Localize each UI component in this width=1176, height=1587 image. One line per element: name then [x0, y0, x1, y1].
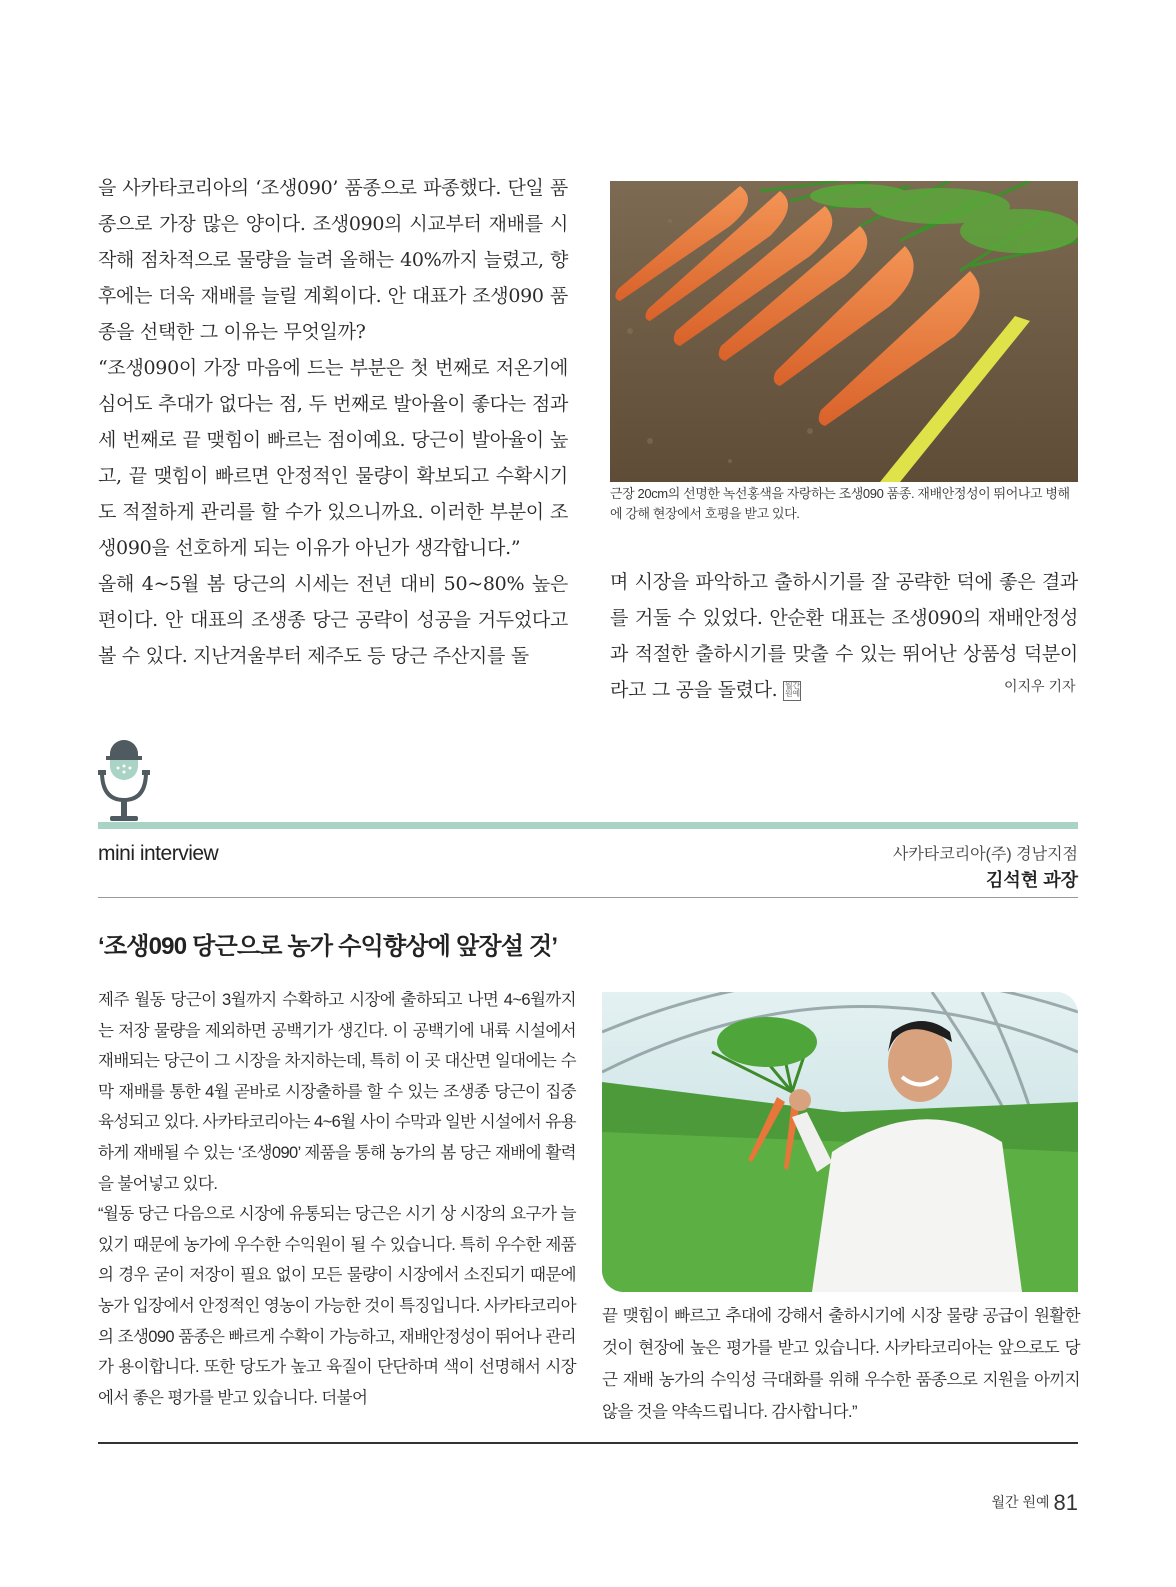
interview-paragraph: 끝 맺힘이 빠르고 추대에 강해서 출하시기에 시장 물량 공급이 원활한 것이 현장에 높은 평가를 받고 있습니다. 사카타코리아는 앞으로도 당근 재배 농가의 수익성 극대화를 위해 우수한 품종으로 지원을 아끼지 않을 것을 약속드립니다. 감사합니다.”	[602, 1307, 1080, 1421]
article-paragraph: 올해 4~5월 봄 당근의 시세는 전년 대비 50~80% 높은 편이다. 안 대표의 조생종 당근 공략이 성공을 거두었다고 볼 수 있다. 지난겨울부터 제주도 등 당근 주산지를 돌	[98, 573, 568, 667]
page-number: 81	[1053, 1490, 1078, 1515]
section-label: mini interview	[98, 842, 219, 865]
photo-caption: 근장 20cm의 선명한 녹선홍색을 자랑하는 조생090 품종. 재배안정성이 뛰어나고 병해에 강해 현장에서 호평을 받고 있다.	[610, 486, 1070, 521]
interview-column-right	[602, 1300, 1080, 1428]
magazine-name: 월간 원예	[991, 1494, 1050, 1510]
interviewee-photo	[602, 992, 1078, 1292]
carrot-illustration	[610, 181, 1078, 482]
article-paragraph-text: 며 시장을 파악하고 출하시기를 잘 공략한 덕에 좋은 결과를 거둘 수 있었다. 안순환 대표는 조생090의 재배안정성과 적절한 출하시기를 맞출 수 있는 뛰어난 상품성 덕분이라고 그 공을 돌렸다.	[610, 571, 1078, 701]
interviewee-name: 김석현 과장	[986, 870, 1078, 890]
carrot-photo	[610, 181, 1078, 482]
bottom-divider	[98, 1442, 1078, 1444]
article-paragraph: 을 사카타코리아의 ‘조생090’ 품종으로 파종했다. 단일 품종으로 가장 많은 양이다. 조생090의 시교부터 재배를 시작해 점차적으로 물량을 늘려 올해는 40%까지 늘렸고, 향후에는 더욱 재배를 늘릴 계획이다. 안 대표가 조생090 품종을 선택한 그 이유는 무엇일까?	[98, 177, 568, 343]
end-mark-icon: 월간원예	[783, 681, 801, 701]
interview-headline: ‘조생090 당근으로 농가 수익향상에 앞장설 것’	[98, 933, 558, 960]
header-divider	[98, 897, 1078, 898]
microphone-icon	[96, 738, 152, 824]
byline: 이지우 기자	[1004, 678, 1076, 694]
interviewee-organization: 사카타코리아(주) 경남지점	[892, 846, 1078, 863]
article-column-left	[98, 170, 568, 674]
interview-paragraph: 제주 월동 당근이 3월까지 수확하고 시장에 출하되고 나면 4~6월까지는 저장 물량을 제외하면 공백기가 생긴다. 이 공백기에 내륙 시설에서 재배되는 당근이 그 시장을 차지하는데, 특히 이 곳 대산면 일대에는 수막 재배를 통한 4월 곧바로 시장출하를 할 수 있는 조생종 당근이 집중 육성되고 있다. 사카타코리아는 4~6월 사이 수막과 일반 시설에서 유용하게 재배될 수 있는 ‘조생090’ 제품을 통해 농가의 봄 당근 재배에 활력을 불어넣고 있다.	[98, 991, 576, 1193]
section-divider	[98, 822, 1078, 829]
interview-quote: “월동 당근 다음으로 시장에 유통되는 당근은 시기 상 시장의 요구가 늘 있기 때문에 농가에 우수한 수익원이 될 수 있습니다. 특히 우수한 제품의 경우 굳이 저장이 필요 없이 모든 물량이 시장에서 소진되기 때문에 농가 입장에서 안정적인 영농이 가능한 것이 특징입니다. 사카타코리아의 조생090 품종은 빠르게 수확이 가능하고, 재배안정성이 뛰어나 관리가 용이합니다. 또한 당도가 높고 육질이 단단하며 색이 선명해서 시장에서 좋은 평가를 받고 있습니다. 더불어	[98, 1205, 576, 1407]
greenhouse-illustration	[602, 992, 1078, 1292]
interview-column-left	[98, 985, 576, 1413]
page-footer	[992, 1490, 1078, 1516]
article-quote: “조생090이 가장 마음에 드는 부분은 첫 번째로 저온기에 심어도 추대가 없다는 점, 두 번째로 발아율이 좋다는 점과 세 번째로 끝 맺힘이 빠르는 점이예요. 당근이 발아율이 높고, 끝 맺힘이 빠르면 안정적인 물량이 확보되고 수확시기도 적절하게 관리를 할 수가 있으니까요. 이러한 부분이 조생090을 선호하게 되는 이유가 아닌가 생각합니다.”	[98, 357, 568, 559]
